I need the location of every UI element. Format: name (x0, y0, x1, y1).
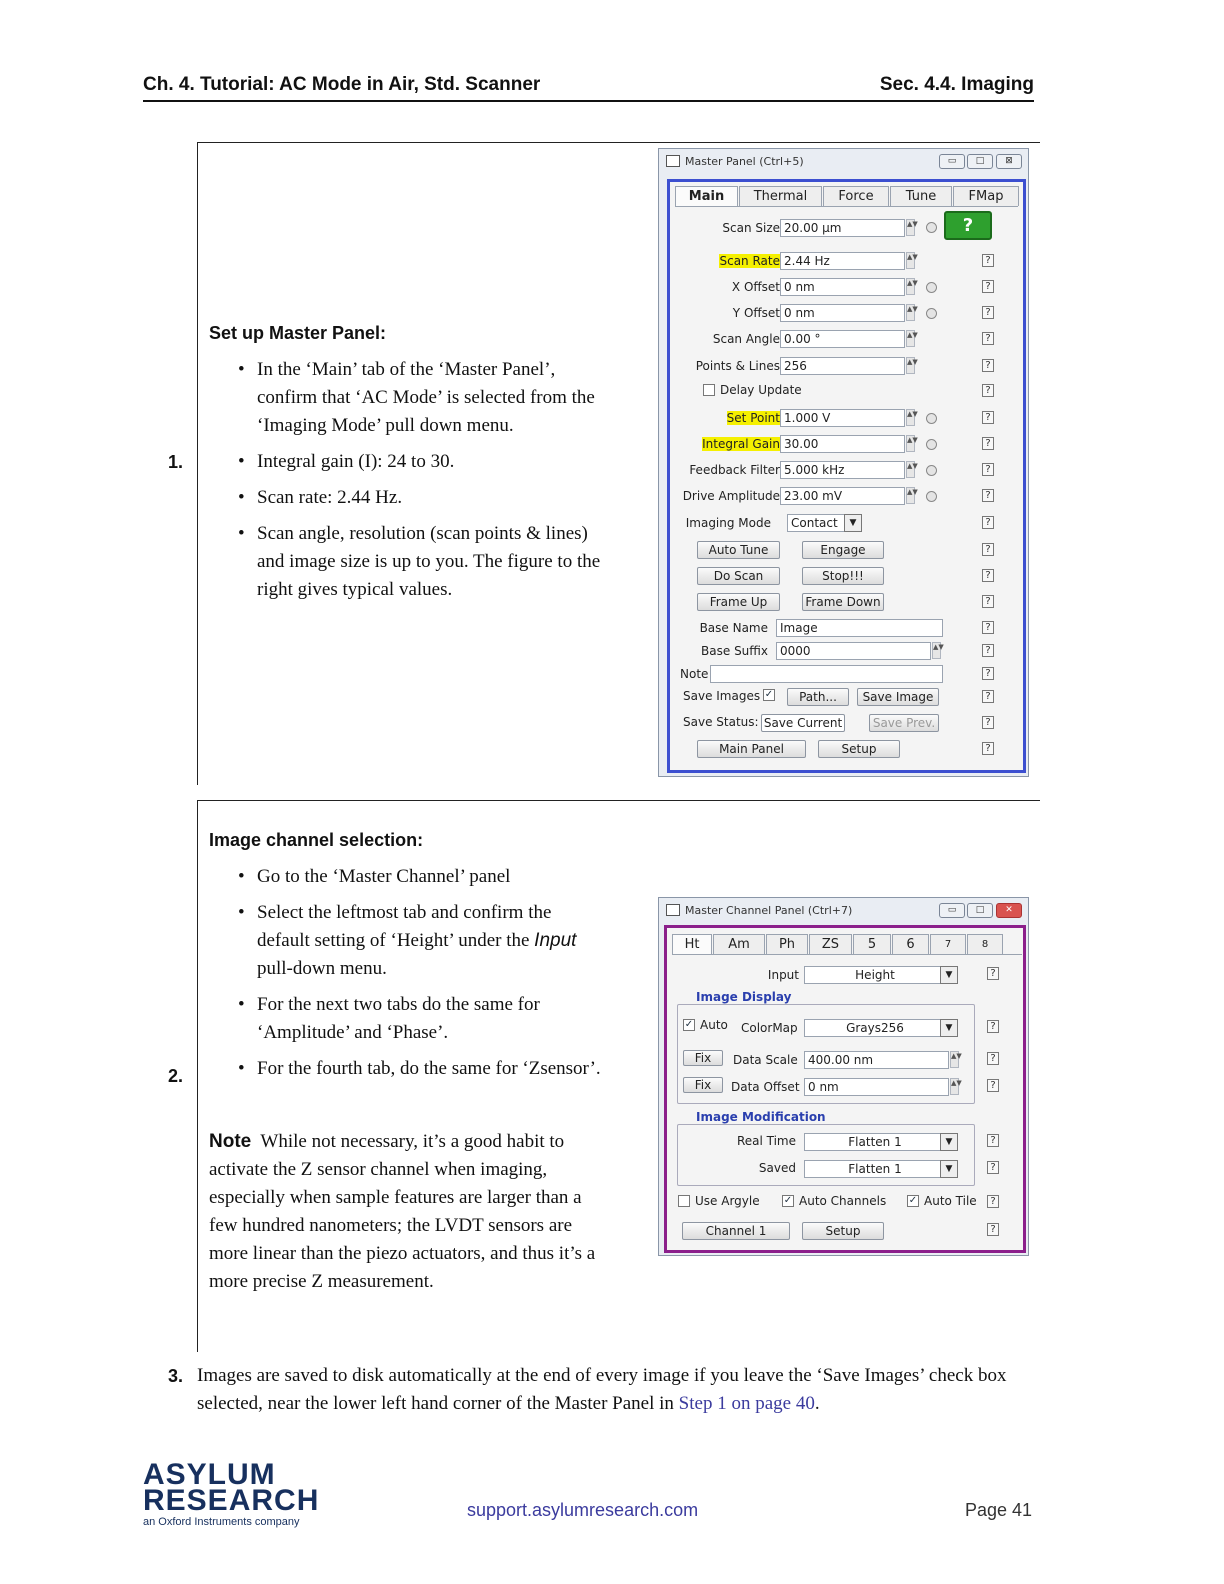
step1-bullet: • Integral gain (I): 24 to 30. (238, 448, 608, 476)
step3-text-end: . (814, 1393, 820, 1414)
master-panel-title: Master Panel (Ctrl+5) (685, 155, 804, 168)
base-suffix-field[interactable]: 0000 (776, 642, 931, 660)
help-icon[interactable]: ? (982, 463, 994, 476)
tab-tune[interactable]: Tune (890, 186, 952, 206)
help-icon[interactable]: ? (982, 280, 994, 293)
tab-am[interactable]: Am (713, 934, 765, 954)
scan-angle-spinner[interactable]: ▲▼ (906, 330, 915, 347)
chevron-down-icon[interactable]: ▼ (940, 966, 958, 984)
tab-8[interactable]: 8 (967, 934, 1003, 954)
real-time-label: Real Time (736, 1134, 796, 1148)
base-name-label: Base Name (699, 621, 768, 635)
window-icon (666, 155, 680, 167)
page-number: Page 41 (965, 1500, 1033, 1520)
channel-panel-body (664, 925, 1026, 1253)
setup-button[interactable]: Setup (818, 740, 900, 758)
step1-bullet: • Scan rate: 2.44 Hz. (238, 484, 608, 512)
logo-subtitle: an Oxford Instruments company (143, 1516, 300, 1528)
help-icon[interactable]: ? (982, 359, 994, 372)
save-status-label: Save Status: (683, 715, 759, 729)
step1-top-rule (197, 142, 1040, 143)
note-label: Note (680, 667, 709, 681)
engage-button[interactable]: Engage (802, 541, 884, 559)
maximize-icon[interactable]: □ (967, 154, 993, 169)
tab-main[interactable]: Main (675, 186, 738, 206)
help-icon[interactable]: ? (987, 967, 999, 980)
help-icon[interactable]: ? (982, 332, 994, 345)
master-panel-body (667, 179, 1026, 773)
step2-bullet: • Go to the ‘Master Channel’ panel (238, 863, 608, 891)
scan-size-radio[interactable] (926, 222, 937, 233)
image-display-heading: Image Display (696, 990, 792, 1004)
tab-ht[interactable]: Ht (672, 934, 712, 954)
saved-select[interactable]: Flatten 1 (804, 1160, 943, 1178)
data-offset-spinner[interactable]: ▲▼ (950, 1078, 959, 1095)
image-modification-heading: Image Modification (696, 1110, 826, 1124)
step1-link[interactable]: Step 1 on page 40 (678, 1393, 815, 1414)
scan-size-label: Scan Size (722, 221, 780, 235)
save-image-button[interactable]: Save Image (857, 688, 939, 706)
maximize-icon[interactable]: □ (967, 903, 993, 918)
step2-bullets (238, 863, 608, 1091)
help-icon[interactable]: ? (982, 437, 994, 450)
stop-button[interactable]: Stop!!! (802, 567, 884, 585)
step2-top-rule (197, 800, 1040, 801)
integral-gain-spinner[interactable]: ▲▼ (906, 435, 915, 452)
channel-tabs (672, 934, 1004, 954)
drive-amplitude-label: Drive Amplitude (682, 489, 780, 503)
tab-6[interactable]: 6 (892, 934, 929, 954)
feedback-filter-radio[interactable] (926, 465, 937, 476)
delay-update-label: Delay Update (720, 383, 802, 397)
set-point-label: Set Point (726, 411, 780, 425)
input-select[interactable]: Height (804, 966, 943, 984)
feedback-filter-label: Feedback Filter (689, 463, 780, 477)
help-icon[interactable]: ? (982, 690, 994, 703)
step3-text: Images are saved to disk automatically at the end of every image if you leave the ‘Save Images’ check box selected, near the lower left hand corner of the Master Panel in (197, 1365, 1007, 1414)
scan-size-field[interactable]: 20.00 µm (780, 219, 905, 237)
auto-tile-label: Auto Tile (924, 1194, 977, 1208)
minimize-icon[interactable]: ▭ (939, 154, 965, 169)
auto-tile-checkbox[interactable]: ✓ (908, 1195, 918, 1206)
note-paragraph (209, 1128, 614, 1296)
auto-checkbox[interactable]: ✓ (684, 1019, 694, 1030)
do-scan-button[interactable]: Do Scan (697, 567, 780, 585)
master-tabs (675, 186, 1020, 206)
delay-update-checkbox[interactable] (703, 384, 715, 396)
help-icon[interactable]: ? (987, 1052, 999, 1065)
drive-amplitude-spinner[interactable]: ▲▼ (906, 487, 915, 504)
header-section: Sec. 4.4. Imaging (879, 74, 1034, 95)
tab-force[interactable]: Force (823, 186, 889, 206)
tab-7[interactable]: 7 (930, 934, 966, 954)
master-panel-window (658, 148, 1029, 777)
step2-bullet: • For the next two tabs do the same for ‘Amplitude’ and ‘Phase’. (238, 991, 608, 1047)
set-point-field[interactable]: 1.000 V (780, 409, 905, 427)
channel-panel-title: Master Channel Panel (Ctrl+7) (685, 904, 853, 917)
input-label: Input (767, 968, 799, 982)
imaging-mode-select[interactable]: Contact (787, 514, 845, 532)
set-point-spinner[interactable]: ▲▼ (906, 409, 915, 426)
asylum-research-logo (143, 1458, 320, 1528)
chevron-down-icon[interactable]: ▼ (844, 514, 862, 532)
tab-fmap[interactable]: FMap (953, 186, 1019, 206)
logo-line1: ASYLUM (143, 1458, 276, 1491)
step1-number: 1. (168, 452, 184, 472)
points-lines-field[interactable]: 256 (780, 357, 905, 375)
scan-rate-field[interactable]: 2.44 Hz (780, 252, 905, 270)
x-offset-field[interactable]: 0 nm (780, 278, 905, 296)
scan-angle-field[interactable]: 0.00 ° (780, 330, 905, 348)
note-text: While not necessary, it’s a good habit to activate the Z sensor channel when imaging, especially when sample features are larger than a few hundred nanometers; the LVDT sensors are more linear than the piezo actuators, and thus it’s a more precise Z measurement. (209, 1131, 596, 1292)
data-scale-field[interactable]: 400.00 nm (804, 1051, 949, 1069)
colormap-select[interactable]: Grays256 (804, 1019, 943, 1037)
integral-gain-field[interactable]: 30.00 (780, 435, 905, 453)
save-current-button[interactable]: Save Current (761, 714, 845, 732)
y-offset-spinner[interactable]: ▲▼ (906, 304, 915, 321)
header-chapter: Ch. 4. Tutorial: AC Mode in Air, Std. Scanner (143, 74, 541, 95)
integral-gain-radio[interactable] (926, 439, 937, 450)
channel-1-button[interactable]: Channel 1 (682, 1222, 790, 1240)
base-suffix-label: Base Suffix (701, 644, 768, 658)
close-icon[interactable]: ✕ (996, 903, 1022, 918)
help-icon[interactable]: ? (982, 621, 994, 634)
points-lines-label: Points & Lines (695, 359, 780, 373)
help-icon[interactable]: ? (982, 543, 994, 556)
step2-title: Image channel selection: (209, 830, 424, 850)
step2-bullet (238, 899, 608, 983)
chevron-down-icon[interactable]: ▼ (940, 1019, 958, 1037)
step1-bullet: • In the ‘Main’ tab of the ‘Master Panel’, confirm that ‘AC Mode’ is selected from the ‘Imaging Mode’ pull down menu. (238, 356, 608, 440)
help-icon[interactable]: ? (982, 742, 994, 755)
help-icon[interactable]: ? (982, 667, 994, 680)
save-images-label: Save Images (683, 689, 761, 703)
chevron-down-icon[interactable]: ▼ (940, 1133, 958, 1151)
chevron-down-icon[interactable]: ▼ (940, 1160, 958, 1178)
scan-rate-label: Scan Rate (719, 254, 780, 268)
data-scale-label: Data Scale (733, 1053, 798, 1067)
step2-bullet-text: pull-down menu. (257, 958, 387, 979)
step2-bullet: • For the fourth tab, do the same for ‘Zsensor’. (238, 1055, 608, 1083)
support-url[interactable]: support.asylumresearch.com (467, 1500, 699, 1520)
help-icon[interactable]: ? (987, 1223, 999, 1236)
colormap-label: ColorMap (741, 1021, 798, 1035)
step3-number: 3. (168, 1366, 184, 1386)
channel-panel-window (658, 897, 1029, 1256)
tab-5[interactable]: 5 (853, 934, 891, 954)
x-offset-spinner[interactable]: ▲▼ (906, 278, 915, 295)
help-icon[interactable]: ? (982, 489, 994, 502)
question-icon: ? (962, 215, 974, 236)
help-icon[interactable]: ? (987, 1020, 999, 1033)
help-icon[interactable]: ? (982, 306, 994, 319)
help-button-green[interactable] (944, 211, 992, 240)
help-icon[interactable]: ? (987, 1079, 999, 1092)
help-icon[interactable]: ? (982, 644, 994, 657)
feedback-filter-field[interactable]: 5.000 kHz (780, 461, 905, 479)
x-offset-label: X Offset (731, 280, 780, 294)
auto-label: Auto (700, 1018, 728, 1032)
data-offset-label: Data Offset (731, 1080, 800, 1094)
step1-bullets (238, 356, 608, 612)
points-lines-spinner[interactable]: ▲▼ (906, 357, 915, 374)
feedback-filter-spinner[interactable]: ▲▼ (906, 461, 915, 478)
step1-left-rule (197, 142, 198, 785)
use-argyle-checkbox[interactable] (678, 1195, 690, 1207)
frame-down-button[interactable]: Frame Down (802, 593, 884, 611)
note-label: Note (209, 1131, 252, 1152)
step2-number: 2. (168, 1066, 184, 1086)
fix-offset-button[interactable]: Fix (683, 1077, 723, 1093)
saved-label: Saved (758, 1161, 796, 1175)
imaging-mode-label: Imaging Mode (685, 516, 771, 530)
path-button[interactable]: Path... (787, 688, 849, 706)
header-rule (143, 100, 1034, 102)
y-offset-label: Y Offset (732, 306, 780, 320)
set-point-radio[interactable] (926, 413, 937, 424)
save-images-checkbox[interactable]: ✓ (764, 689, 774, 700)
use-argyle-label: Use Argyle (695, 1194, 760, 1208)
fix-scale-button[interactable]: Fix (683, 1050, 723, 1066)
auto-tune-button[interactable]: Auto Tune (697, 541, 780, 559)
step3-paragraph (197, 1362, 1037, 1418)
base-suffix-spinner[interactable]: ▲▼ (932, 642, 941, 659)
minimize-icon[interactable]: ▭ (939, 903, 965, 918)
help-icon[interactable]: ? (982, 516, 994, 529)
scan-size-spinner[interactable]: ▲▼ (906, 219, 915, 236)
step1-title: Set up Master Panel: (209, 323, 387, 343)
help-icon[interactable]: ? (982, 569, 994, 582)
help-icon[interactable]: ? (987, 1134, 999, 1147)
scan-angle-label: Scan Angle (712, 332, 780, 346)
help-icon[interactable]: ? (982, 254, 994, 267)
save-prev-button[interactable]: Save Prev. (869, 714, 939, 732)
close-icon[interactable]: ⊠ (996, 154, 1022, 169)
y-offset-radio[interactable] (926, 308, 937, 319)
help-icon[interactable]: ? (987, 1161, 999, 1174)
help-icon[interactable]: ? (982, 384, 994, 397)
logo-line2: RESEARCH (143, 1484, 320, 1517)
drive-amplitude-field[interactable]: 23.00 mV (780, 487, 905, 505)
auto-channels-label: Auto Channels (799, 1194, 887, 1208)
tab-thermal[interactable]: Thermal (739, 186, 822, 206)
drive-amplitude-radio[interactable] (926, 491, 937, 502)
help-icon[interactable]: ? (982, 595, 994, 608)
help-icon[interactable]: ? (982, 411, 994, 424)
data-scale-spinner[interactable]: ▲▼ (950, 1051, 959, 1068)
note-field[interactable] (710, 665, 943, 683)
scan-rate-spinner[interactable]: ▲▼ (906, 252, 915, 269)
channel-setup-button[interactable]: Setup (802, 1222, 884, 1240)
channel-panel-titlebar[interactable] (659, 898, 1028, 922)
x-offset-radio[interactable] (926, 282, 937, 293)
y-offset-field[interactable]: 0 nm (780, 304, 905, 322)
tab-zs[interactable]: ZS (809, 934, 852, 954)
frame-up-button[interactable]: Frame Up (697, 593, 780, 611)
help-icon[interactable]: ? (982, 716, 994, 729)
master-panel-titlebar[interactable] (659, 149, 1028, 173)
auto-channels-checkbox[interactable]: ✓ (783, 1195, 793, 1206)
main-panel-button[interactable]: Main Panel (697, 740, 806, 758)
real-time-select[interactable]: Flatten 1 (804, 1133, 943, 1151)
window-icon (666, 904, 680, 916)
step2-bullet-text: Select the leftmost tab and confirm the default setting of ‘Height’ under the (257, 902, 552, 951)
tab-ph[interactable]: Ph (766, 934, 808, 954)
help-icon[interactable]: ? (987, 1195, 999, 1208)
data-offset-field[interactable]: 0 nm (804, 1078, 949, 1096)
input-term: Input (534, 930, 577, 951)
step2-left-rule (197, 800, 198, 1352)
step1-bullet: • Scan angle, resolution (scan points & lines) and image size is up to you. The figure to the right gives typical values. (238, 520, 608, 604)
base-name-field[interactable]: Image (776, 619, 943, 637)
integral-gain-label: Integral Gain (702, 437, 780, 451)
